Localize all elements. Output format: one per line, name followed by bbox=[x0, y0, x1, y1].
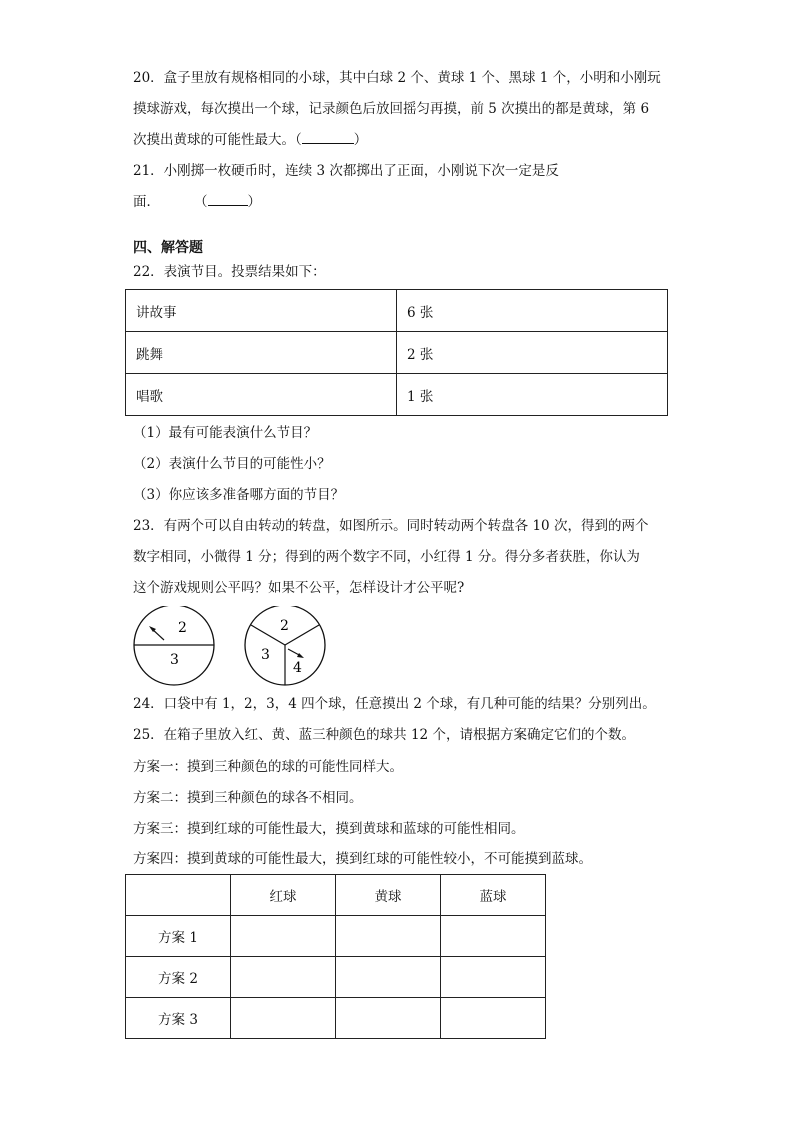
q21-answer-blank[interactable] bbox=[208, 191, 248, 206]
spinner-figure bbox=[133, 606, 333, 686]
answer-cell[interactable] bbox=[336, 957, 441, 998]
q22-intro: 22．表演节目。投票结果如下： bbox=[133, 264, 326, 280]
answer-cell[interactable] bbox=[441, 916, 546, 957]
q22-sub3: （3）你应该多准备哪方面的节目？ bbox=[133, 487, 345, 503]
q20-line3-text: 次摸出黄球的可能性最大。（ bbox=[133, 132, 302, 148]
q21-line2-text: 面． bbox=[133, 194, 160, 210]
vote-item: 讲故事 bbox=[126, 290, 397, 332]
q21-line1: 21．小刚掷一枚硬币时，连续 3 次都掷出了正面，小刚说下次一定是反 bbox=[133, 163, 559, 179]
q25-plan4: 方案四：摸到黄球的可能性最大，摸到红球的可能性较小，不可能摸到蓝球。 bbox=[133, 851, 592, 867]
table-row bbox=[126, 332, 668, 374]
plan-label: 方案 2 bbox=[126, 957, 231, 998]
q25-plan2: 方案二：摸到三种颜色的球各不相同。 bbox=[133, 790, 363, 806]
q20-line3 bbox=[133, 129, 367, 150]
answer-cell[interactable] bbox=[441, 957, 546, 998]
vote-count: 2 张 bbox=[397, 332, 668, 374]
plan-label: 方案 1 bbox=[126, 916, 231, 957]
vote-item: 唱歌 bbox=[126, 374, 397, 416]
table-header-cell: 红球 bbox=[231, 875, 336, 916]
table-header-cell bbox=[126, 875, 231, 916]
spinner-2-label-right: 4 bbox=[293, 660, 302, 676]
table-row bbox=[126, 374, 668, 416]
q25-intro: 25．在箱子里放入红、黄、蓝三种颜色的球共 12 个，请根据方案确定它们的个数。 bbox=[133, 727, 635, 743]
vote-count: 6 张 bbox=[397, 290, 668, 332]
q22-sub2: （2）表演什么节目的可能性小？ bbox=[133, 456, 331, 472]
table-row bbox=[126, 998, 546, 1039]
q23-line1: 23．有两个可以自由转动的转盘，如图所示。同时转动两个转盘各 10 次，得到的两个 bbox=[133, 518, 649, 534]
spinner-2 bbox=[245, 606, 325, 685]
q25-plan1: 方案一：摸到三种颜色的球的可能性同样大。 bbox=[133, 759, 403, 775]
vote-table bbox=[125, 289, 668, 416]
table-header-row bbox=[126, 875, 546, 916]
answer-cell[interactable] bbox=[231, 998, 336, 1039]
table-header-cell: 黄球 bbox=[336, 875, 441, 916]
q25-plan3: 方案三：摸到红球的可能性最大，摸到黄球和蓝球的可能性相同。 bbox=[133, 821, 525, 837]
vote-item: 跳舞 bbox=[126, 332, 397, 374]
spinner-1 bbox=[134, 606, 214, 685]
plan-table bbox=[125, 874, 546, 1039]
q20-answer-blank[interactable] bbox=[302, 129, 354, 144]
q23-line3: 这个游戏规则公平吗？如果不公平，怎样设计才公平呢? bbox=[133, 580, 465, 596]
spinner-2-label-left: 3 bbox=[261, 647, 270, 663]
q21-line2 bbox=[133, 191, 261, 212]
q20-line2: 摸球游戏，每次摸出一个球，记录颜色后放回摇匀再摸，前 5 次摸出的都是黄球，第 6 bbox=[133, 101, 650, 117]
q20-line1: 20．盒子里放有规格相同的小球，其中白球 2 个、黄球 1 个、黑球 1 个，小明和小刚玩 bbox=[133, 70, 661, 86]
answer-cell[interactable] bbox=[336, 998, 441, 1039]
plan-label: 方案 3 bbox=[126, 998, 231, 1039]
q22-sub1: （1）最有可能表演什么节目？ bbox=[133, 425, 318, 441]
spinner-2-label-top: 2 bbox=[280, 618, 289, 634]
answer-cell[interactable] bbox=[336, 916, 441, 957]
q20-line3-end: ） bbox=[353, 132, 368, 148]
answer-cell[interactable] bbox=[231, 916, 336, 957]
q21-paren-close: ） bbox=[247, 194, 261, 210]
table-row bbox=[126, 290, 668, 332]
table-header-cell: 蓝球 bbox=[441, 875, 546, 916]
table-row bbox=[126, 957, 546, 998]
q24-text: 24．口袋中有 1，2，3，4 四个球，任意摸出 2 个球，有几种可能的结果？分别列出。 bbox=[133, 696, 656, 712]
section-title: 四、解答题 bbox=[133, 240, 203, 256]
spinner-2-divider-c bbox=[285, 625, 319, 645]
answer-cell[interactable] bbox=[441, 998, 546, 1039]
q23-line2: 数字相同，小微得 1 分；得到的两个数字不同，小红得 1 分。得分多者获胜，你认为 bbox=[133, 549, 640, 565]
answer-cell[interactable] bbox=[231, 957, 336, 998]
spinner-1-label-top: 2 bbox=[178, 620, 187, 636]
spinner-1-label-bottom: 3 bbox=[170, 652, 179, 668]
vote-count: 1 张 bbox=[397, 374, 668, 416]
q21-paren-open: （ bbox=[194, 194, 208, 210]
table-row bbox=[126, 916, 546, 957]
